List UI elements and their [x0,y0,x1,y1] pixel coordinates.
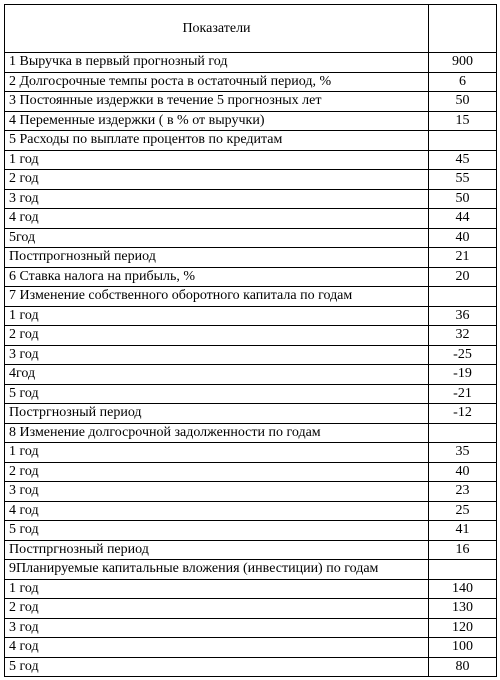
table-row [5,92,497,112]
table-row [5,267,497,287]
header-label-cell: Показатели [5,5,429,53]
table-row [5,365,497,385]
table-row [5,131,497,151]
row-label-cell: Постргнозный период [5,404,429,424]
row-value-cell: 40 [429,462,497,482]
table-row [5,248,497,268]
table-row [5,560,497,580]
row-label-cell: 9Планируемые капитальные вложения (инвестиции) по годам [5,560,429,580]
table-row [5,189,497,209]
row-value-cell: 20 [429,267,497,287]
row-value-cell: -21 [429,384,497,404]
table-row [5,384,497,404]
row-label-cell: 2 год [5,462,429,482]
row-value-cell [429,131,497,151]
row-value-cell: 50 [429,189,497,209]
row-value-cell: 21 [429,248,497,268]
row-value-cell: -12 [429,404,497,424]
row-value-cell: 41 [429,521,497,541]
table-row [5,579,497,599]
table-row [5,618,497,638]
header-value-cell [429,5,497,53]
row-label-cell: 6 Ставка налога на прибыль, % [5,267,429,287]
row-label-cell: 3 год [5,345,429,365]
row-value-cell: 80 [429,657,497,677]
row-value-cell: 25 [429,501,497,521]
row-label-cell: Постпрогнозный период [5,248,429,268]
row-value-cell: 45 [429,150,497,170]
table-row [5,423,497,443]
table-row [5,657,497,677]
row-value-cell: 140 [429,579,497,599]
row-label-cell: 1 год [5,579,429,599]
row-label-cell: 5год [5,228,429,248]
row-value-cell: 16 [429,540,497,560]
table-row [5,209,497,229]
row-label-cell: 8 Изменение долгосрочной задолженности по годам [5,423,429,443]
table-row [5,540,497,560]
row-label-cell: 5 Расходы по выплате процентов по кредитам [5,131,429,151]
table-row [5,170,497,190]
table-row [5,53,497,73]
row-label-cell: 5 год [5,521,429,541]
table-row [5,443,497,463]
row-value-cell: 100 [429,638,497,658]
table-row [5,111,497,131]
row-label-cell: 2 год [5,599,429,619]
row-value-cell: 15 [429,111,497,131]
table-row [5,72,497,92]
row-label-cell: 4 год [5,501,429,521]
table-row [5,287,497,307]
row-label-cell: 7 Изменение собственного оборотного капитала по годам [5,287,429,307]
row-label-cell: 3 год [5,618,429,638]
row-value-cell [429,287,497,307]
row-value-cell: -25 [429,345,497,365]
row-value-cell: 120 [429,618,497,638]
row-label-cell: 4год [5,365,429,385]
row-label-cell: 3 год [5,482,429,502]
row-value-cell: 900 [429,53,497,73]
row-value-cell: 23 [429,482,497,502]
row-label-cell: 1 год [5,443,429,463]
table-header-row [5,5,497,53]
row-label-cell: 3 год [5,189,429,209]
table-row [5,599,497,619]
table-row [5,150,497,170]
row-value-cell [429,423,497,443]
row-value-cell: -19 [429,365,497,385]
row-label-cell: 5 год [5,384,429,404]
table-row [5,345,497,365]
row-label-cell: 4 Переменные издержки ( в % от выручки) [5,111,429,131]
row-label-cell: 1 Выручка в первый прогнозный год [5,53,429,73]
row-label-cell: 3 Постоянные издержки в течение 5 прогнозных лет [5,92,429,112]
row-label-cell: 2 Долгосрочные темпы роста в остаточный период, % [5,72,429,92]
table-row [5,462,497,482]
indicators-table [4,4,497,677]
row-label-cell: 4 год [5,209,429,229]
row-value-cell: 40 [429,228,497,248]
table-row [5,404,497,424]
row-label-cell: 5 год [5,657,429,677]
table-row [5,228,497,248]
row-value-cell: 44 [429,209,497,229]
row-label-cell: 2 год [5,170,429,190]
row-value-cell: 32 [429,326,497,346]
row-label-cell: Постпргнозный период [5,540,429,560]
row-label-cell: 4 год [5,638,429,658]
row-value-cell: 50 [429,92,497,112]
row-label-cell: 2 год [5,326,429,346]
row-label-cell: 1 год [5,150,429,170]
table-row [5,521,497,541]
row-value-cell: 36 [429,306,497,326]
table-row [5,326,497,346]
table-row [5,482,497,502]
row-label-cell: 1 год [5,306,429,326]
table-row [5,306,497,326]
row-value-cell [429,560,497,580]
row-value-cell: 35 [429,443,497,463]
table-row [5,501,497,521]
row-value-cell: 55 [429,170,497,190]
table-row [5,638,497,658]
row-value-cell: 6 [429,72,497,92]
row-value-cell: 130 [429,599,497,619]
